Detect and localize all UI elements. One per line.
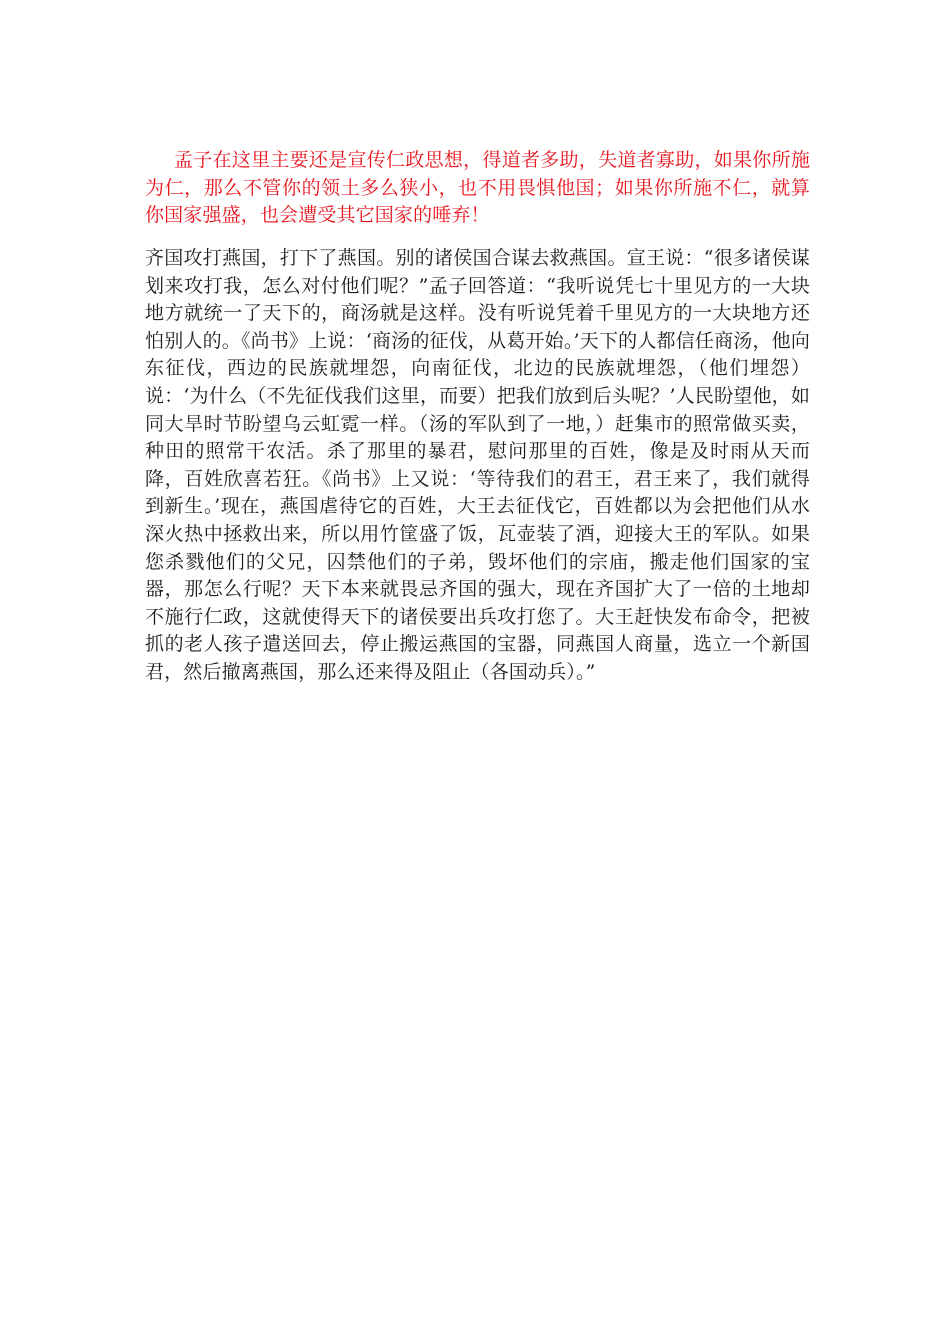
translation-paragraph: 齐国攻打燕国，打下了燕国。别的诸侯国合谋去救燕国。宣王说：“很多诸侯谋划来攻打我，怎么对付他们呢？”孟子回答道：“我听说凭七十里见方的一大块地方就统一了天下的，商汤就是这样。没有听说凭着千里见方的一大块地方还怕别人的。《尚书》上说：‘商汤的征伐，从葛开始。’天下的人都信任商汤，他向东征伐，西边的民族就埋怨，向南征伐，北边的民族就埋怨，（他们埋怨）说：‘为什么（不先征伐我们这里，而要）把我们放到后头呢？’人民盼望他，如同大旱时节盼望乌云虹霓一样。（汤的军队到了一地，）赶集市的照常做买卖，种田的照常干农活。杀了那里的暴君，慰问那里的百姓，像是及时雨从天而降，百姓欣喜若狂。《尚书》上又说：‘等待我们的君王，君王来了，我们就得到新生。’现在，燕国虐待它的百姓，大王去征伐它，百姓都以为会把他们从水深火热中拯救出来，所以用竹筐盛了饭，瓦壶装了酒，迎接大王的军队。如果您杀戮他们的父兄，囚禁他们的子弟，毁坏他们的宗庙，搬走他们国家的宝器，那怎么行呢？天下本来就畏忌齐国的强大，现在齐国扩大了一倍的土地却不施行仁政，这就使得天下的诸侯要出兵攻打您了。大王赶快发布命令，把被抓的老人孩子遣送回去，停止搬运燕国的宝器，同燕国人商量，选立一个新国君，然后撤离燕国，那么还来得及阻止（各国动兵）。”	[145, 247, 810, 683]
commentary-paragraph: 孟子在这里主要还是宣传仁政思想，得道者多助，失道者寡助，如果你所施为仁，那么不管你的领土多么狭小，也不用畏惧他国；如果你所施不仁，就算你国家强盛，也会遭受其它国家的唾弃！	[145, 149, 810, 227]
